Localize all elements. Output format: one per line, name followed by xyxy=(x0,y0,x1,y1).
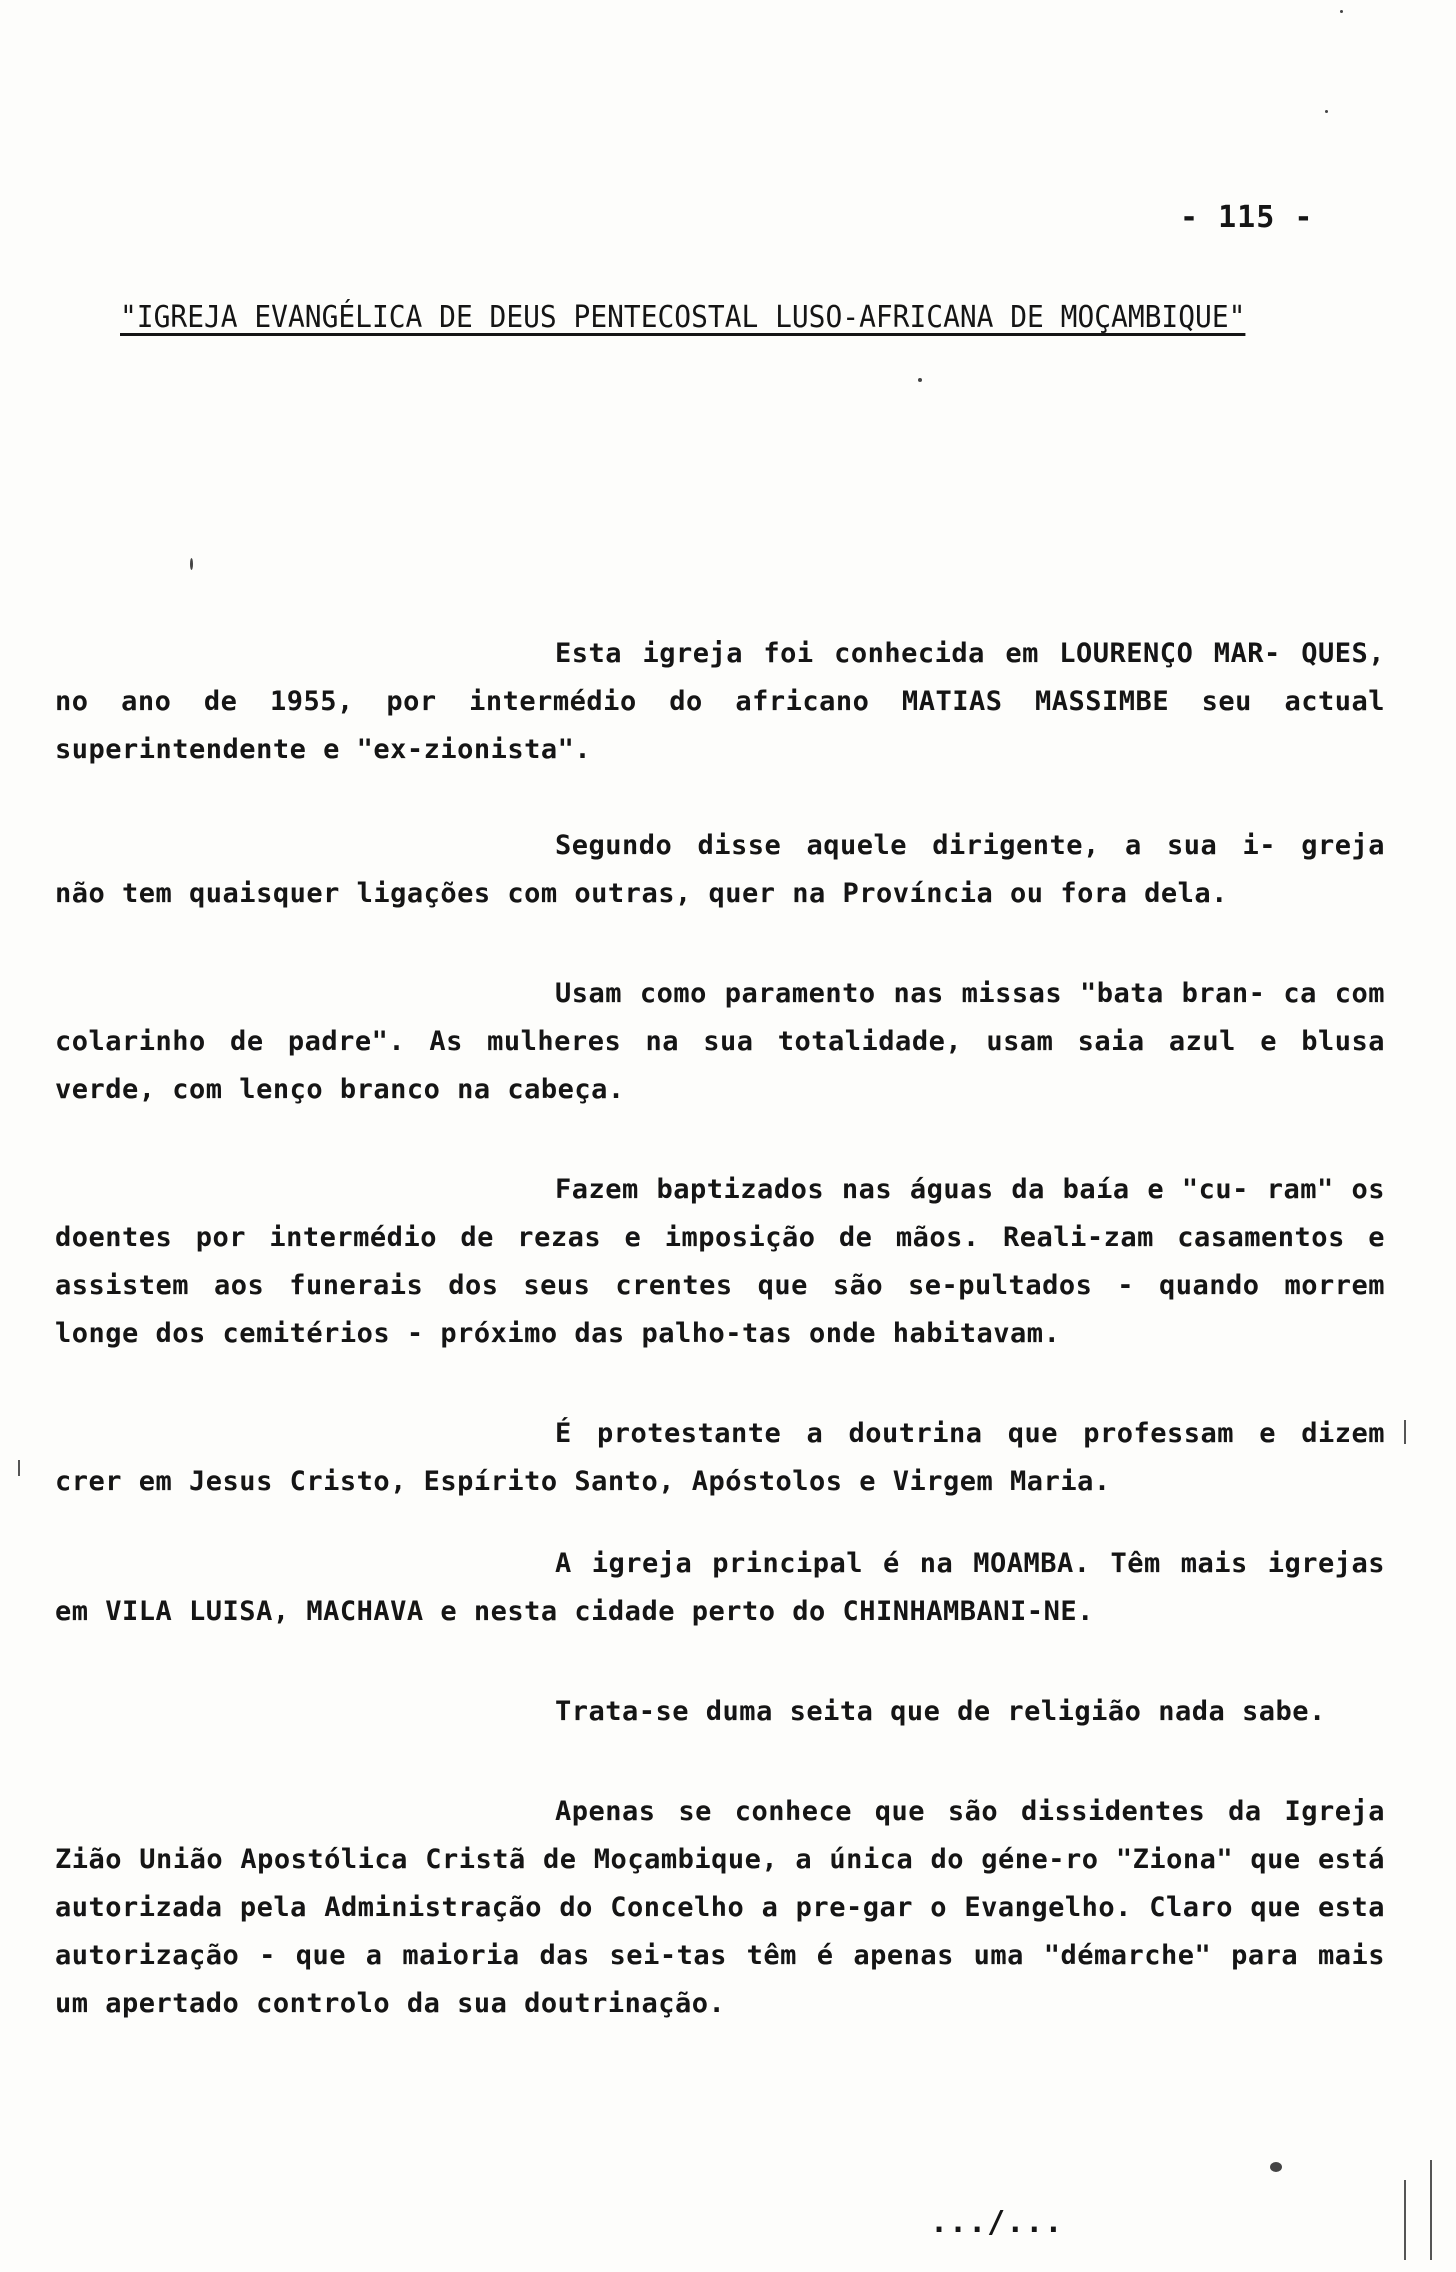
paragraph-lead: Segundo disse aquele dirigente, a sua i- xyxy=(555,830,1276,861)
paragraph-sect xyxy=(55,1688,1385,1736)
paragraph-rest: ca com colarinho de padre". As mulheres na sua totalidade, usam saia azul e blusa verde, com lenço branco na cabeça. xyxy=(55,978,1385,1105)
scan-edge-mark xyxy=(1430,2160,1432,2260)
paragraph-rituals xyxy=(55,1166,1385,1358)
paragraph-origin xyxy=(55,630,1385,774)
paragraph-dissidents xyxy=(55,1788,1385,2028)
paragraph-lead: Apenas se conhece que são dissidentes da xyxy=(555,1796,1262,1827)
page-number: - 115 - xyxy=(1180,200,1314,235)
paragraph-doctrine xyxy=(55,1410,1385,1506)
scan-edge-mark xyxy=(1404,1420,1406,1444)
paragraph-vestments xyxy=(55,970,1385,1114)
paragraph-rest: ram" os doentes por intermédio de rezas e imposição de mãos. Reali-zam casamentos e assistem aos funerais dos seus crentes que são se-pultados - quando morrem longe dos cemitérios - próximo das palho-tas onde habitavam. xyxy=(55,1174,1385,1349)
paragraph-rest: QUES, no ano de 1955, por intermédio do africano MATIAS MASSIMBE seu actual superintendente e "ex-zionista". xyxy=(55,638,1385,765)
paragraph-lead: Esta igreja foi conhecida em LOURENÇO MAR- xyxy=(555,638,1281,669)
scan-speck xyxy=(1270,2162,1282,2172)
document-title: "IGREJA EVANGÉLICA DE DEUS PENTECOSTAL LUSO-AFRICANA DE MOÇAMBIQUE" xyxy=(120,300,1246,335)
paragraph-rest: dizem crer em Jesus Cristo, Espírito Santo, Apóstolos e Virgem Maria. xyxy=(55,1418,1385,1497)
scan-speck xyxy=(1340,10,1343,13)
paragraph-rest: Igreja Zião União Apostólica Cristã de Moçambique, a única do géne-ro "Ziona" que está autorizada pela Administração do Concelho a pre-gar o Evangelho. Claro que esta autorização - que a maioria das sei-tas têm é apenas uma "démarche" para mais um apertado controlo da sua doutrinação. xyxy=(55,1796,1385,2019)
scan-edge-mark xyxy=(18,1460,20,1476)
paragraph-lead: Fazem baptizados nas águas da baía e "cu- xyxy=(555,1174,1249,1205)
scan-speck xyxy=(918,378,922,382)
continuation-marker: .../... xyxy=(930,2205,1064,2240)
scan-edge-mark xyxy=(1404,2180,1406,2260)
paragraph-rest: sabe. xyxy=(1241,1696,1326,1727)
document-body xyxy=(55,630,1385,2080)
paragraph-lead: A igreja principal é na MOAMBA. Têm mais xyxy=(555,1548,1248,1579)
scan-speck xyxy=(1325,110,1328,113)
paragraph-affiliations xyxy=(55,822,1385,918)
scan-speck xyxy=(190,558,193,570)
paragraph-lead: É protestante a doutrina que professam e xyxy=(555,1418,1276,1449)
paragraph-lead: Trata-se duma seita que de religião nada xyxy=(555,1696,1226,1727)
paragraph-locations xyxy=(55,1540,1385,1636)
paragraph-rest: greja não tem quaisquer ligações com outras, quer na Província ou fora dela. xyxy=(55,830,1385,909)
paragraph-lead: Usam como paramento nas missas "bata bran- xyxy=(555,978,1266,1009)
paragraph-rest: igrejas em VILA LUISA, MACHAVA e nesta cidade perto do CHINHAMBANI-NE. xyxy=(55,1548,1385,1627)
